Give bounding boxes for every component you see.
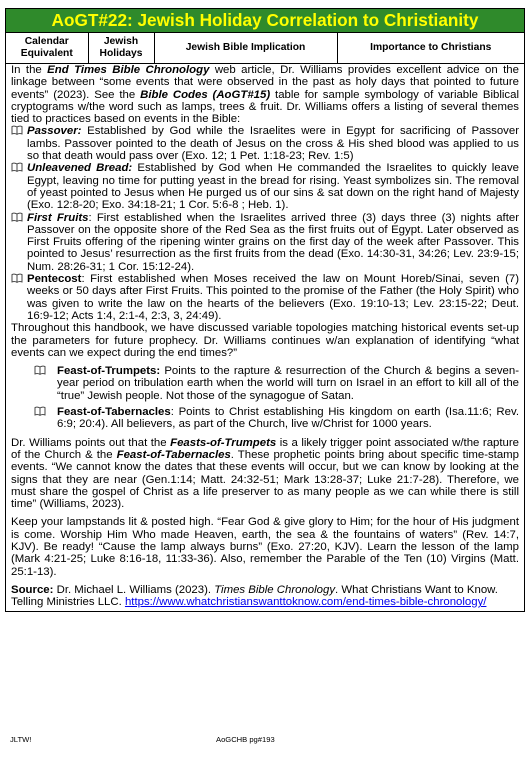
column-header-holidays: Jewish Holidays — [88, 33, 154, 64]
content — [6, 64, 524, 611]
list-item-unleavened-bread: Unleavened Bread: Established by God when He commanded the Israelites to quickly leave Egypt, leaving no time for putting yeast in the bread for rising. Yeast symbolizes sin. The removal of yeast pointed to Jesus when He purged us of our sins & sat down on the right hand of Majesty (Exo. 12:8-20; Exo. 34:18-21; 1 Cor. 5:6-8 ; Heb. 1). — [11, 162, 519, 211]
book-icon — [11, 125, 23, 137]
bridge-paragraph: Throughout this handbook, we have discussed variable topologies matching historical events set-up the parameters for future prophecy. Dr. Williams continues w/an explanation of identifying “what events can we expect during the end times?” — [11, 322, 519, 359]
list-item-feast-of-trumpets: Feast-of-Trumpets: Points to the rapture & resurrection of the Church & begins a seven-year period on tribulation earth when the world will turn on Israel in an effort to kill all of the “true” Jewish people. Not those of the synagogue of Satan. — [11, 365, 519, 402]
book-icon — [11, 162, 23, 174]
column-header-calendar: Calendar Equivalent — [6, 33, 88, 64]
column-header-implication: Jewish Bible Implication — [154, 33, 337, 64]
list-item-first-fruits: First Fruits: First established when the Israelites arrived three (3) days three (3) nights after Passover on the opposite shore of the Red Sea as the first fruits out of Egypt. Later observed as First Fruits offering of the ripening winter grains on the first day of the week after Passover. This pointed to Jesus’ resurrection as the first fruits from the dead (Exo. 14:30-31, 34:26; Lev. 23:9-15; Num. 28:26-31; 1 Cor. 15:12-24). — [11, 212, 519, 273]
list-item-passover: Passover: Established by God while the Israelites were in Egypt for sacrificing of Passover lambs. Passover pointed to the death of Jesus on the cross & His shed blood was applied to us so that death would pass over (Exo. 12; 1 Pet. 1:18-23; Rev. 1:5) — [11, 125, 519, 162]
book-icon — [34, 406, 46, 418]
book-icon — [34, 365, 46, 377]
page — [5, 8, 525, 612]
list-item-feast-of-tabernacles: Feast-of-Tabernacles: Points to Christ establishing His kingdom on earth (Isa.11:6; Rev. 6:9; 20:4). All believers, as part of the Church, live w/Christ for 1000 years. — [11, 406, 519, 431]
document-box — [5, 8, 525, 612]
book-icon — [11, 212, 23, 224]
trumpets-paragraph: Dr. Williams points out that the Feasts-of-Trumpets is a likely trigger point associated w/the rapture of the Church & the Feast-of-Tabernacles. These prophetic points bring about specific time-stamp events. “We cannot know the dates that these events will occur, but we can know by looking at the signs that they are near (Gen.1:14; Matt. 24:32-51; Mark 13:28-37; Luke 21:7-28). Therefore, we must share the gospel of Christ as a life preserver to as many people as we can while there is still time” (Williams, 2023). — [11, 436, 520, 511]
list-item-pentecost: Pentecost: First established when Moses received the law on Mount Horeb/Sinai, seven (7) weeks or 50 days after First Fruits. This pointed to the promise of the Father (the Holy Spirit) who was given to write the law on the hearts of the believers (Exo. 19:10-13; Lev. 23:15-22; Deut. 16:9-12; Acts 1:4, 2:1-4, 2:3, 3, 24:49). — [11, 273, 519, 322]
column-header-table — [6, 33, 524, 64]
intro-paragraph: In the End Times Bible Chronology web article, Dr. Williams provides excellent advice on the linkage between “some events that were observed in the past as holy days that pointed to future events” (2023). See the Bible Codes (AoGT#15) table for sample symbology of variable Biblical cryptograms w/the word such as lamps, trees & fruit. Dr. Williams offers a listing of several themes tied to practices based on events in the Bible: — [11, 64, 519, 126]
book-icon — [11, 273, 23, 285]
source-link[interactable]: https://www.whatchristianswanttoknow.com/end-times-bible-chronology/ — [124, 596, 487, 609]
column-header-importance: Importance to Christians — [337, 33, 524, 64]
source-citation: Source: Dr. Michael L. Williams (2023). Times Bible Chronology. What Christians Want to Know. Telling Ministries LLC. https://www.whatchristianswanttoknow.com/end-times-bible-chronology/ — [11, 583, 498, 609]
page-number: AoGCHB pg#193 — [216, 735, 275, 744]
footer-left-text: JLTW! — [10, 735, 32, 744]
lampstands-paragraph: Keep your lampstands lit & posted high. “Fear God & give glory to Him; for the hour of His judgment is come. Worship Him Who made Heaven, earth, the sea & the fountains of waters” (Rev. 14:7, KJV). Be ready! “Cause the lamp always burns” (Exo. 27:20, KJV). Learn the lesson of the lamp (Mark 4:21-25; Luke 8:16-18, 11:33-36). Also, remember the Parable of the Ten (10) Virgins (Matt. 25:1-13). — [11, 516, 519, 578]
page-title: AoGT#22: Jewish Holiday Correlation to Christianity — [6, 9, 524, 33]
